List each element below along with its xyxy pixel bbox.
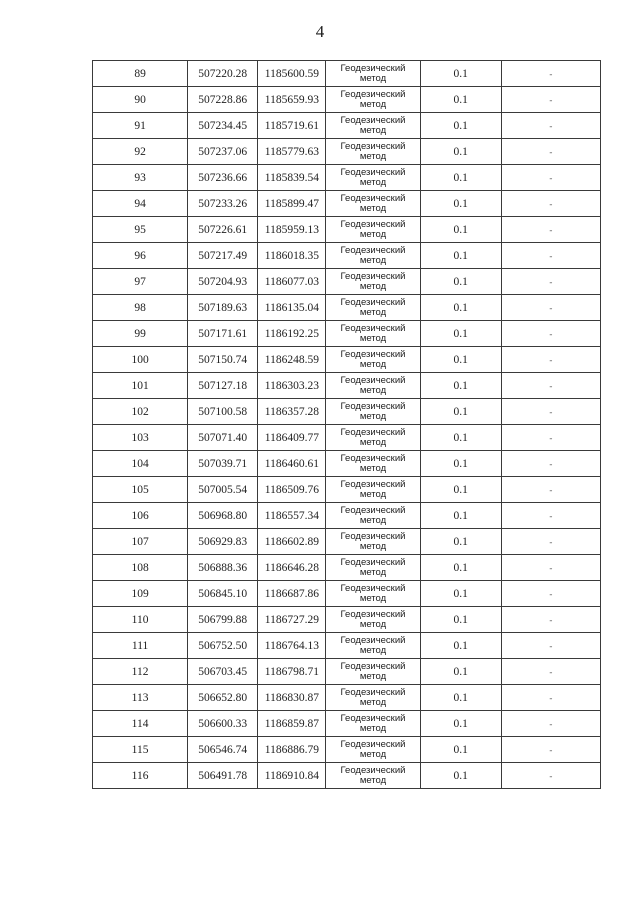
accuracy-cell: 0.1 bbox=[420, 87, 501, 113]
description-cell: - bbox=[501, 685, 600, 711]
method-cell: Геодезический метод bbox=[326, 321, 420, 347]
x-coordinate-cell: 507217.49 bbox=[188, 243, 258, 269]
x-coordinate-cell: 507226.61 bbox=[188, 217, 258, 243]
table-row bbox=[93, 737, 601, 763]
accuracy-cell: 0.1 bbox=[420, 711, 501, 737]
table-row bbox=[93, 139, 601, 165]
method-cell: Геодезический метод bbox=[326, 555, 420, 581]
y-coordinate-cell: 1186303.23 bbox=[258, 373, 326, 399]
description-cell: - bbox=[501, 451, 600, 477]
table-row bbox=[93, 165, 601, 191]
description-cell: - bbox=[501, 321, 600, 347]
accuracy-cell: 0.1 bbox=[420, 451, 501, 477]
table-row bbox=[93, 347, 601, 373]
y-coordinate-cell: 1185719.61 bbox=[258, 113, 326, 139]
table-row bbox=[93, 191, 601, 217]
x-coordinate-cell: 507237.06 bbox=[188, 139, 258, 165]
accuracy-cell: 0.1 bbox=[420, 555, 501, 581]
point-number-cell: 107 bbox=[93, 529, 188, 555]
y-coordinate-cell: 1185899.47 bbox=[258, 191, 326, 217]
method-cell: Геодезический метод bbox=[326, 243, 420, 269]
y-coordinate-cell: 1185659.93 bbox=[258, 87, 326, 113]
point-number-cell: 94 bbox=[93, 191, 188, 217]
method-cell: Геодезический метод bbox=[326, 165, 420, 191]
point-number-cell: 114 bbox=[93, 711, 188, 737]
accuracy-cell: 0.1 bbox=[420, 139, 501, 165]
y-coordinate-cell: 1185600.59 bbox=[258, 61, 326, 87]
y-coordinate-cell: 1186727.29 bbox=[258, 607, 326, 633]
method-cell: Геодезический метод bbox=[326, 529, 420, 555]
description-cell: - bbox=[501, 711, 600, 737]
description-cell: - bbox=[501, 295, 600, 321]
x-coordinate-cell: 507171.61 bbox=[188, 321, 258, 347]
y-coordinate-cell: 1186409.77 bbox=[258, 425, 326, 451]
description-cell: - bbox=[501, 139, 600, 165]
description-cell: - bbox=[501, 503, 600, 529]
y-coordinate-cell: 1186830.87 bbox=[258, 685, 326, 711]
description-cell: - bbox=[501, 633, 600, 659]
accuracy-cell: 0.1 bbox=[420, 217, 501, 243]
accuracy-cell: 0.1 bbox=[420, 581, 501, 607]
method-cell: Геодезический метод bbox=[326, 191, 420, 217]
method-cell: Геодезический метод bbox=[326, 763, 420, 789]
point-number-cell: 98 bbox=[93, 295, 188, 321]
x-coordinate-cell: 507071.40 bbox=[188, 425, 258, 451]
method-cell: Геодезический метод bbox=[326, 139, 420, 165]
description-cell: - bbox=[501, 61, 600, 87]
method-cell: Геодезический метод bbox=[326, 217, 420, 243]
method-cell: Геодезический метод bbox=[326, 737, 420, 763]
table-row bbox=[93, 685, 601, 711]
description-cell: - bbox=[501, 763, 600, 789]
accuracy-cell: 0.1 bbox=[420, 347, 501, 373]
table-row bbox=[93, 295, 601, 321]
table-row bbox=[93, 477, 601, 503]
accuracy-cell: 0.1 bbox=[420, 763, 501, 789]
point-number-cell: 116 bbox=[93, 763, 188, 789]
table-row bbox=[93, 113, 601, 139]
accuracy-cell: 0.1 bbox=[420, 685, 501, 711]
point-number-cell: 91 bbox=[93, 113, 188, 139]
point-number-cell: 97 bbox=[93, 269, 188, 295]
method-cell: Геодезический метод bbox=[326, 295, 420, 321]
x-coordinate-cell: 507220.28 bbox=[188, 61, 258, 87]
y-coordinate-cell: 1186764.13 bbox=[258, 633, 326, 659]
table-row bbox=[93, 451, 601, 477]
y-coordinate-cell: 1186135.04 bbox=[258, 295, 326, 321]
method-cell: Геодезический метод bbox=[326, 61, 420, 87]
description-cell: - bbox=[501, 347, 600, 373]
point-number-cell: 95 bbox=[93, 217, 188, 243]
accuracy-cell: 0.1 bbox=[420, 165, 501, 191]
point-number-cell: 108 bbox=[93, 555, 188, 581]
point-number-cell: 111 bbox=[93, 633, 188, 659]
method-cell: Геодезический метод bbox=[326, 347, 420, 373]
table-row bbox=[93, 763, 601, 789]
table-row bbox=[93, 399, 601, 425]
point-number-cell: 104 bbox=[93, 451, 188, 477]
table-row bbox=[93, 555, 601, 581]
method-cell: Геодезический метод bbox=[326, 373, 420, 399]
y-coordinate-cell: 1186859.87 bbox=[258, 711, 326, 737]
y-coordinate-cell: 1186646.28 bbox=[258, 555, 326, 581]
point-number-cell: 100 bbox=[93, 347, 188, 373]
x-coordinate-cell: 507189.63 bbox=[188, 295, 258, 321]
description-cell: - bbox=[501, 113, 600, 139]
x-coordinate-cell: 507005.54 bbox=[188, 477, 258, 503]
table-row bbox=[93, 607, 601, 633]
description-cell: - bbox=[501, 243, 600, 269]
table-row bbox=[93, 633, 601, 659]
point-number-cell: 115 bbox=[93, 737, 188, 763]
accuracy-cell: 0.1 bbox=[420, 113, 501, 139]
y-coordinate-cell: 1186557.34 bbox=[258, 503, 326, 529]
x-coordinate-cell: 506752.50 bbox=[188, 633, 258, 659]
description-cell: - bbox=[501, 269, 600, 295]
table-row bbox=[93, 321, 601, 347]
table-row bbox=[93, 87, 601, 113]
x-coordinate-cell: 506799.88 bbox=[188, 607, 258, 633]
x-coordinate-cell: 507039.71 bbox=[188, 451, 258, 477]
method-cell: Геодезический метод bbox=[326, 607, 420, 633]
x-coordinate-cell: 507150.74 bbox=[188, 347, 258, 373]
x-coordinate-cell: 506652.80 bbox=[188, 685, 258, 711]
description-cell: - bbox=[501, 165, 600, 191]
method-cell: Геодезический метод bbox=[326, 87, 420, 113]
point-number-cell: 96 bbox=[93, 243, 188, 269]
x-coordinate-cell: 507236.66 bbox=[188, 165, 258, 191]
method-cell: Геодезический метод bbox=[326, 581, 420, 607]
x-coordinate-cell: 507234.45 bbox=[188, 113, 258, 139]
y-coordinate-cell: 1186357.28 bbox=[258, 399, 326, 425]
method-cell: Геодезический метод bbox=[326, 425, 420, 451]
table-row bbox=[93, 217, 601, 243]
description-cell: - bbox=[501, 529, 600, 555]
table-row bbox=[93, 581, 601, 607]
y-coordinate-cell: 1185839.54 bbox=[258, 165, 326, 191]
accuracy-cell: 0.1 bbox=[420, 477, 501, 503]
x-coordinate-cell: 506546.74 bbox=[188, 737, 258, 763]
table-body bbox=[93, 61, 601, 789]
x-coordinate-cell: 506600.33 bbox=[188, 711, 258, 737]
description-cell: - bbox=[501, 399, 600, 425]
accuracy-cell: 0.1 bbox=[420, 529, 501, 555]
x-coordinate-cell: 507233.26 bbox=[188, 191, 258, 217]
point-number-cell: 113 bbox=[93, 685, 188, 711]
accuracy-cell: 0.1 bbox=[420, 61, 501, 87]
table-row bbox=[93, 373, 601, 399]
accuracy-cell: 0.1 bbox=[420, 191, 501, 217]
method-cell: Геодезический метод bbox=[326, 451, 420, 477]
y-coordinate-cell: 1186602.89 bbox=[258, 529, 326, 555]
point-number-cell: 92 bbox=[93, 139, 188, 165]
point-number-cell: 106 bbox=[93, 503, 188, 529]
y-coordinate-cell: 1186192.25 bbox=[258, 321, 326, 347]
point-number-cell: 101 bbox=[93, 373, 188, 399]
y-coordinate-cell: 1186248.59 bbox=[258, 347, 326, 373]
accuracy-cell: 0.1 bbox=[420, 607, 501, 633]
x-coordinate-cell: 507204.93 bbox=[188, 269, 258, 295]
point-number-cell: 89 bbox=[93, 61, 188, 87]
accuracy-cell: 0.1 bbox=[420, 321, 501, 347]
description-cell: - bbox=[501, 737, 600, 763]
description-cell: - bbox=[501, 555, 600, 581]
accuracy-cell: 0.1 bbox=[420, 737, 501, 763]
y-coordinate-cell: 1186886.79 bbox=[258, 737, 326, 763]
x-coordinate-cell: 507127.18 bbox=[188, 373, 258, 399]
point-number-cell: 109 bbox=[93, 581, 188, 607]
table-row bbox=[93, 269, 601, 295]
y-coordinate-cell: 1186460.61 bbox=[258, 451, 326, 477]
x-coordinate-cell: 507228.86 bbox=[188, 87, 258, 113]
x-coordinate-cell: 506888.36 bbox=[188, 555, 258, 581]
point-number-cell: 93 bbox=[93, 165, 188, 191]
x-coordinate-cell: 507100.58 bbox=[188, 399, 258, 425]
table-row bbox=[93, 61, 601, 87]
accuracy-cell: 0.1 bbox=[420, 503, 501, 529]
point-number-cell: 103 bbox=[93, 425, 188, 451]
accuracy-cell: 0.1 bbox=[420, 399, 501, 425]
y-coordinate-cell: 1185779.63 bbox=[258, 139, 326, 165]
x-coordinate-cell: 506968.80 bbox=[188, 503, 258, 529]
accuracy-cell: 0.1 bbox=[420, 295, 501, 321]
point-number-cell: 110 bbox=[93, 607, 188, 633]
x-coordinate-cell: 506929.83 bbox=[188, 529, 258, 555]
accuracy-cell: 0.1 bbox=[420, 425, 501, 451]
method-cell: Геодезический метод bbox=[326, 113, 420, 139]
method-cell: Геодезический метод bbox=[326, 633, 420, 659]
table-row bbox=[93, 425, 601, 451]
point-number-cell: 112 bbox=[93, 659, 188, 685]
accuracy-cell: 0.1 bbox=[420, 269, 501, 295]
x-coordinate-cell: 506845.10 bbox=[188, 581, 258, 607]
point-number-cell: 102 bbox=[93, 399, 188, 425]
table-row bbox=[93, 529, 601, 555]
description-cell: - bbox=[501, 581, 600, 607]
y-coordinate-cell: 1186798.71 bbox=[258, 659, 326, 685]
description-cell: - bbox=[501, 477, 600, 503]
table-row bbox=[93, 711, 601, 737]
method-cell: Геодезический метод bbox=[326, 269, 420, 295]
x-coordinate-cell: 506491.78 bbox=[188, 763, 258, 789]
table-row bbox=[93, 243, 601, 269]
description-cell: - bbox=[501, 217, 600, 243]
description-cell: - bbox=[501, 607, 600, 633]
coordinates-table bbox=[92, 60, 601, 789]
table-row bbox=[93, 659, 601, 685]
y-coordinate-cell: 1186509.76 bbox=[258, 477, 326, 503]
description-cell: - bbox=[501, 425, 600, 451]
method-cell: Геодезический метод bbox=[326, 711, 420, 737]
description-cell: - bbox=[501, 191, 600, 217]
description-cell: - bbox=[501, 659, 600, 685]
method-cell: Геодезический метод bbox=[326, 477, 420, 503]
point-number-cell: 105 bbox=[93, 477, 188, 503]
accuracy-cell: 0.1 bbox=[420, 373, 501, 399]
method-cell: Геодезический метод bbox=[326, 685, 420, 711]
y-coordinate-cell: 1186077.03 bbox=[258, 269, 326, 295]
y-coordinate-cell: 1186018.35 bbox=[258, 243, 326, 269]
x-coordinate-cell: 506703.45 bbox=[188, 659, 258, 685]
page-number: 4 bbox=[315, 22, 325, 41]
method-cell: Геодезический метод bbox=[326, 503, 420, 529]
method-cell: Геодезический метод bbox=[326, 659, 420, 685]
description-cell: - bbox=[501, 373, 600, 399]
table-row bbox=[93, 503, 601, 529]
y-coordinate-cell: 1185959.13 bbox=[258, 217, 326, 243]
accuracy-cell: 0.1 bbox=[420, 243, 501, 269]
method-cell: Геодезический метод bbox=[326, 399, 420, 425]
point-number-cell: 90 bbox=[93, 87, 188, 113]
y-coordinate-cell: 1186910.84 bbox=[258, 763, 326, 789]
accuracy-cell: 0.1 bbox=[420, 633, 501, 659]
accuracy-cell: 0.1 bbox=[420, 659, 501, 685]
description-cell: - bbox=[501, 87, 600, 113]
point-number-cell: 99 bbox=[93, 321, 188, 347]
y-coordinate-cell: 1186687.86 bbox=[258, 581, 326, 607]
